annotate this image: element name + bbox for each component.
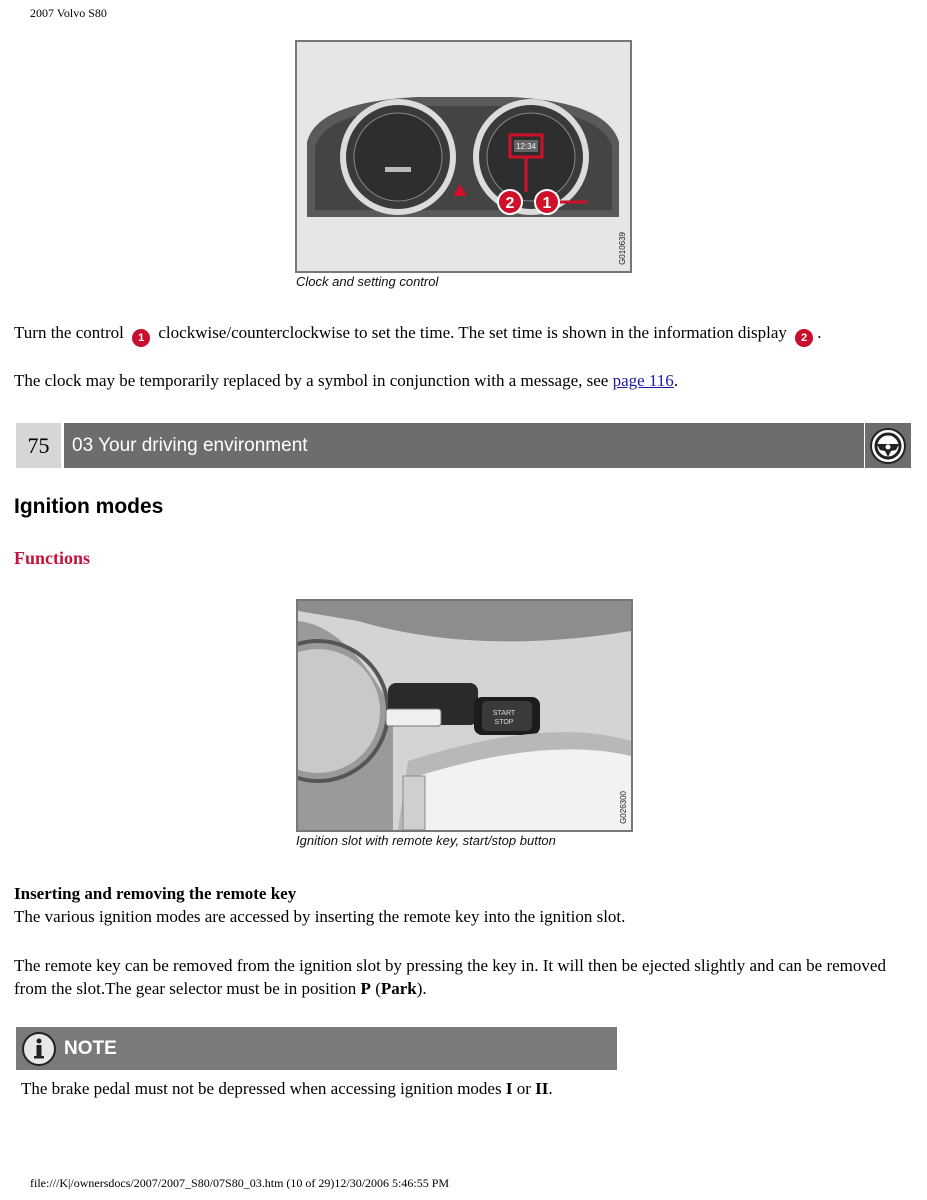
clock-display-text: 12:34 (515, 142, 537, 151)
paragraph-set-time: Turn the control 1 clockwise/counterclockwise to set the time. The set time is shown in the information display 2 . (14, 321, 919, 347)
info-icon (21, 1031, 57, 1067)
clock-figure (295, 40, 632, 273)
note-banner (16, 1027, 617, 1070)
figure-caption: Clock and setting control (296, 274, 439, 289)
chapter-title: 03 Your driving environment (64, 423, 864, 468)
section-subheading: Functions (14, 548, 91, 568)
document-footer: file:///K|/ownersdocs/2007/2007_S80/07S80_03.htm (10 of 29)12/30/2006 5:46:55 PM (30, 1176, 450, 1190)
paragraph-inserting-key: Inserting and removing the remote key The various ignition modes are accessed by inserting the remote key into the ignition slot. (14, 882, 919, 928)
callout-2-label: 2 (505, 195, 515, 212)
page-116-link[interactable]: page 116 (612, 371, 674, 390)
steering-wheel-icon (869, 427, 907, 465)
ignition-figure (296, 599, 633, 832)
note-text: The brake pedal must not be depressed when accessing ignition modes I or II. (21, 1079, 553, 1098)
note-label: NOTE (64, 1038, 117, 1059)
figure-id: G026300 (619, 791, 628, 824)
subsection-heading: Inserting and removing the remote key (14, 884, 297, 903)
figure-caption: Ignition slot with remote key, start/stop button (296, 833, 556, 848)
figure-id: G010639 (618, 232, 627, 265)
chapter-icon-button[interactable] (865, 423, 911, 468)
start-button-label-2: STOP (494, 719, 514, 726)
ignition-slot-illustration (298, 601, 631, 830)
page-number: 75 (16, 423, 61, 468)
section-heading: Ignition modes (14, 495, 164, 518)
callout-2-badge: 2 (795, 329, 813, 347)
paragraph-removing-key: The remote key can be removed from the ignition slot by pressing the key in. It will then be ejected slightly and can be removed from the slot.The gear selector must be in position P (Park). (14, 956, 886, 998)
instrument-cluster-illustration (297, 42, 630, 271)
start-button-label-1: START (492, 710, 516, 717)
callout-1-badge: 1 (132, 329, 150, 347)
paragraph-clock-symbol: The clock may be temporarily replaced by a symbol in conjunction with a message, see page 116. (14, 371, 679, 390)
document-header: 2007 Volvo S80 (30, 6, 107, 20)
chapter-bar (16, 423, 911, 468)
callout-1-label: 1 (542, 195, 552, 212)
